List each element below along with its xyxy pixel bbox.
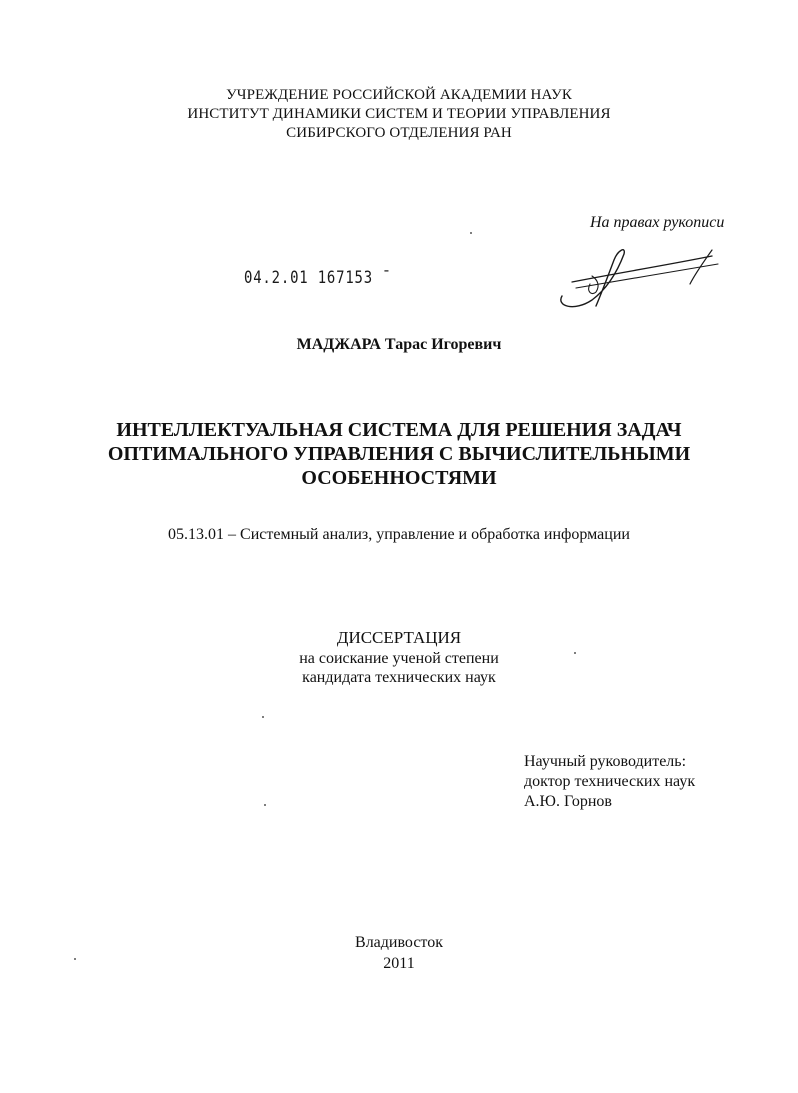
supervisor-label: Научный руководитель: — [524, 753, 687, 770]
degree-line-2: на соискание ученой степени — [299, 650, 499, 667]
city: Владивосток — [355, 934, 443, 951]
supervisor-block — [524, 752, 695, 812]
degree-heading: ДИССЕРТАЦИЯ — [336, 628, 462, 647]
title-line-3: ОСОБЕННОСТЯМИ — [301, 467, 497, 489]
degree-line-3: кандидата технических наук — [302, 669, 496, 686]
dissertation-title — [0, 418, 798, 490]
signature-icon — [552, 236, 728, 312]
institution-line-3: СИБИРСКОГО ОТДЕЛЕНИЯ РАН — [286, 125, 512, 141]
registration-stamp: 04.2.01 167153 ˉ — [244, 268, 392, 288]
place-and-year — [0, 932, 798, 974]
institution-header — [0, 86, 798, 143]
institution-line-1: УЧРЕЖДЕНИЕ РОССИЙСКОЙ АКАДЕМИИ НАУК — [226, 87, 572, 103]
year: 2011 — [383, 955, 415, 972]
degree-block — [0, 627, 798, 687]
specialty-code: 05.13.01 – Системный анализ, управление и обработка информации — [168, 526, 630, 543]
supervisor-name: А.Ю. Горнов — [524, 793, 612, 810]
title-line-2: ОПТИМАЛЬНОГО УПРАВЛЕНИЯ С ВЫЧИСЛИТЕЛЬНЫМИ — [107, 443, 691, 465]
supervisor-title: доктор технических наук — [524, 773, 696, 790]
title-line-1: ИНТЕЛЛЕКТУАЛЬНАЯ СИСТЕМА ДЛЯ РЕШЕНИЯ ЗАДАЧ — [116, 419, 682, 441]
manuscript-note: На правах рукописи — [590, 214, 725, 231]
scan-speck — [574, 652, 576, 654]
scan-speck — [264, 804, 266, 806]
scan-speck — [470, 232, 472, 234]
scan-speck — [262, 716, 264, 718]
institution-line-2: ИНСТИТУТ ДИНАМИКИ СИСТЕМ И ТЕОРИИ УПРАВЛЕНИЯ — [187, 106, 611, 122]
author-name: МАДЖАРА Тарас Игоревич — [296, 336, 502, 353]
scan-speck — [74, 958, 76, 960]
